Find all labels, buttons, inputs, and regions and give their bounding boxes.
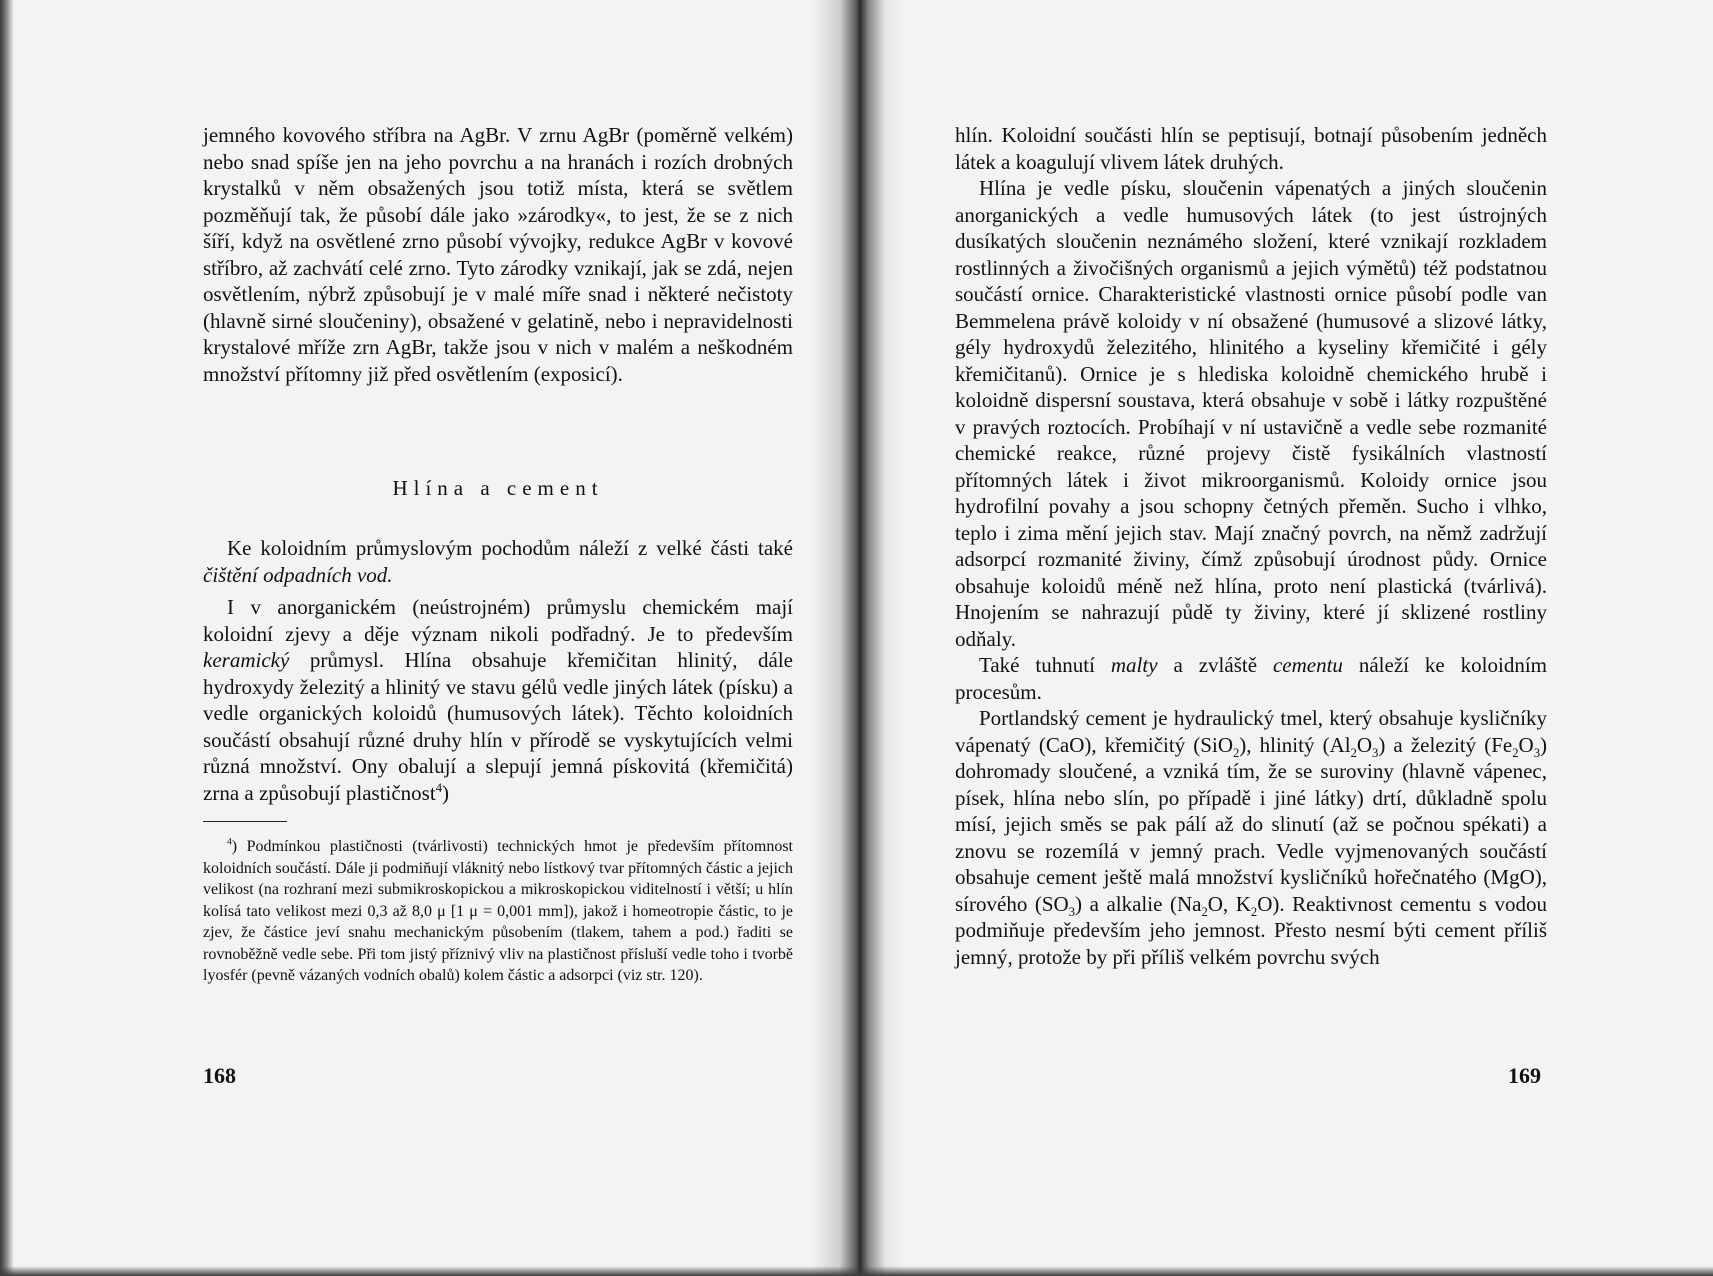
bottom-edge-shadow <box>0 1266 1713 1276</box>
footnote-rule <box>203 821 287 822</box>
footnote-number: 4 <box>227 836 232 848</box>
paragraph-text: průmysl. Hlína obsahuje křemičitan hlinitý, dále hydroxydy železitý a hlinitý ve stavu gélů vedle jiných látek (písku) a vedle organických koloidů (humusových látek). Těchto koloidních součástí obsahují různé druhy hlín v přírodě se vyskytujících velmi různá množství. Ony obalují a slepují jemná pískovitá (křemičitá) zrna a způsobují plastičnost <box>203 648 793 805</box>
paragraph-text: náleží ke koloidním procesům. <box>955 653 1548 704</box>
footnote <box>203 836 793 987</box>
paragraph-text: a zvláště <box>1157 653 1273 677</box>
subscript: 2 <box>1350 745 1357 760</box>
paragraph-text: O <box>1356 732 1373 757</box>
paragraph: jemného kovového stříbra na AgBr. V zrnu AgBr (poměrně velkém) nebo snad spíše jen na jeho povrchu a na hranách i rozích drobných krystalků v něm obsažených jsou totiž místa, která se světlem pozměňují tak, že působí dále jako »zárodky«, to jest, že se z nich šíří, když na osvětlené zrno působí vývojky, redukce AgBr v kovové stříbro, až zachvátí celé zrno. Tyto zárodky vznikají, jak se zdá, nejen osvětlením, nýbrž způsobují je v malé míře snad i některé nečistoty (hlavně sirné sloučeniny), obsažené v gelatině, nebo i nepravidelnosti krystalové mříže zrn AgBr, takže jsou v nich v malém a neškodném množství přítomny již před osvětlením (exposicí). <box>203 123 793 386</box>
subscript: 3 <box>1068 904 1076 919</box>
subscript: 2 <box>1512 745 1519 760</box>
paragraph-text: Portlandský cement je hydraulický tmel, který obsahuje kysličníky vápenatý (CaO), křemičitý (SiO <box>955 706 1547 757</box>
footnote-body: ) Podmínkou plastičnosti (tvárlivosti) technických hmot je především přítomnost koloidních součástí. Dále ji podmiňují vláknitý nebo lístkový tvar přítomných částic a jejich velikost (na rozhraní mezi submikroskopickou a mikroskopickou viditelností i větší; u hlín kolísá tato velikost mezi 0,3 až 8,0 μ [1 μ = 0,001 mm]), jakož i homeotropie částic, to je zjev, že částice jeví snahu mechanickým působením (tlakem, tahem a pod.) řaditi se rovnoběžně vedle sebe. Při tom jistý příznivý vliv na plastičnost přísluší vedle toho i tvorbě lyosfér (pevně vázaných vodních obalů) kolem částic a adsorpci (viz str. 120). <box>203 838 793 984</box>
subscript: 3 <box>1372 745 1379 760</box>
footnote-text <box>203 836 793 987</box>
italic-term: čištění odpadních vod. <box>203 562 393 587</box>
paragraph-text: ) a železitý (Fe <box>1378 732 1513 757</box>
page-number: 168 <box>203 1063 236 1088</box>
paragraph-text: Ke koloidním průmyslovým pochodům náleží z velké části také <box>227 536 793 560</box>
italic-term: malty <box>1110 653 1158 677</box>
italic-term: keramický <box>203 648 290 672</box>
paragraph-text: O). Reaktivnost cementu s vodou podmiňuje především jeho jemnost. Přesto nesmí býti cement příliš jemný, protože by při příliš velkém povrchu svých <box>955 891 1547 969</box>
paragraph <box>203 535 793 588</box>
paragraph-text: Také tuhnutí <box>979 653 1111 677</box>
paragraph: Hlína je vedle písku, sloučenin vápenatých a jiných sloučenin anorganických a vedle humusových látek (to jest ústrojných dusíkatých sloučenin neznámého složení, které vznikají rozkladem rostlinných a živočišných organismů a jejich výmětů) též podstatnou součástí ornice. Charakteristické vlastnosti ornice působí podle van Bemmelena právě koloidy v ní obsažené (humusové a slizové látky, gély hydroxydů železitého, hlinitého a kyseliny křemičité i gély křemičitanů). Ornice je s hlediska koloidně chemického hrubě i koloidně dispersní soustava, která obsahuje v sobě i látky rozpuštěné v pravých roztocích. Probíhají v ní ustavičně a vedle sebe rozmanité chemické reakce, různé projevy čistě fysikálních vlastností přítomných látek i život mikroorganismů. Koloidy ornice jsou hydrofilní povahy a jsou schopny četných přeměn. Sucho i vlhko, teplo i zima mění jejich stav. Mají značný povrch, na němž zadržují adsorpcí rozmanité živiny, čímž způsobují úrodnost půdy. Ornice obsahuje koloidů méně než hlína, proto není plastická (tvárlivá). Hnojením se nahrazují půdě ty živiny, které jí sklizené rostliny odňaly. <box>955 176 1547 651</box>
paragraph <box>955 652 1547 705</box>
section-body-text <box>203 535 793 806</box>
paragraph-text: O, K <box>1207 891 1251 916</box>
paragraph: hlín. Koloidní součásti hlín se peptisují, botnají působením jedněch látek a koagulují vlivem látek druhých. <box>955 123 1547 174</box>
footnote-marker: 4 <box>435 780 442 795</box>
paragraph-text: ) <box>442 780 449 805</box>
subscript: 3 <box>1533 745 1540 760</box>
italic-term: cementu <box>1272 653 1343 677</box>
book-gutter <box>812 0 904 1276</box>
subscript: 2 <box>1250 904 1258 919</box>
page-number: 169 <box>1508 1063 1541 1088</box>
paragraph-text: ), hlinitý (Al <box>1239 732 1351 757</box>
right-page <box>858 0 1713 1276</box>
paragraph-text: ) dohromady sloučené, a vzniká tím, že se suroviny (hlavně vápenec, písek, hlína nebo slín, po případě i jiné látky) drtí, důkladně spolu mísí, jejich směs se pak pálí až do slinutí (až se počnou spékati) a znovu se rozemílá v jemný prach. Vedle vyjmenovaných součástí obsahuje cement ještě malá množství kysličníků hořečnatého (MgO), sírového (SO <box>955 732 1547 916</box>
subscript: 2 <box>1201 904 1208 919</box>
left-body-text <box>203 122 793 387</box>
paragraph-text: I v anorganickém (neústrojném) průmyslu chemickém mají koloidní zjevy a děje význam nikoli podřadný. Je to především <box>203 595 793 646</box>
paragraph-text: ) a alkalie (Na <box>1075 891 1202 916</box>
paragraph <box>955 705 1547 970</box>
right-body-text <box>955 122 1547 970</box>
paragraph <box>203 594 793 806</box>
page-edge-shadow <box>0 0 14 1276</box>
subscript: 2 <box>1232 745 1240 760</box>
paragraph-text: O <box>1518 732 1534 757</box>
section-heading: Hlína a cement <box>392 476 604 500</box>
